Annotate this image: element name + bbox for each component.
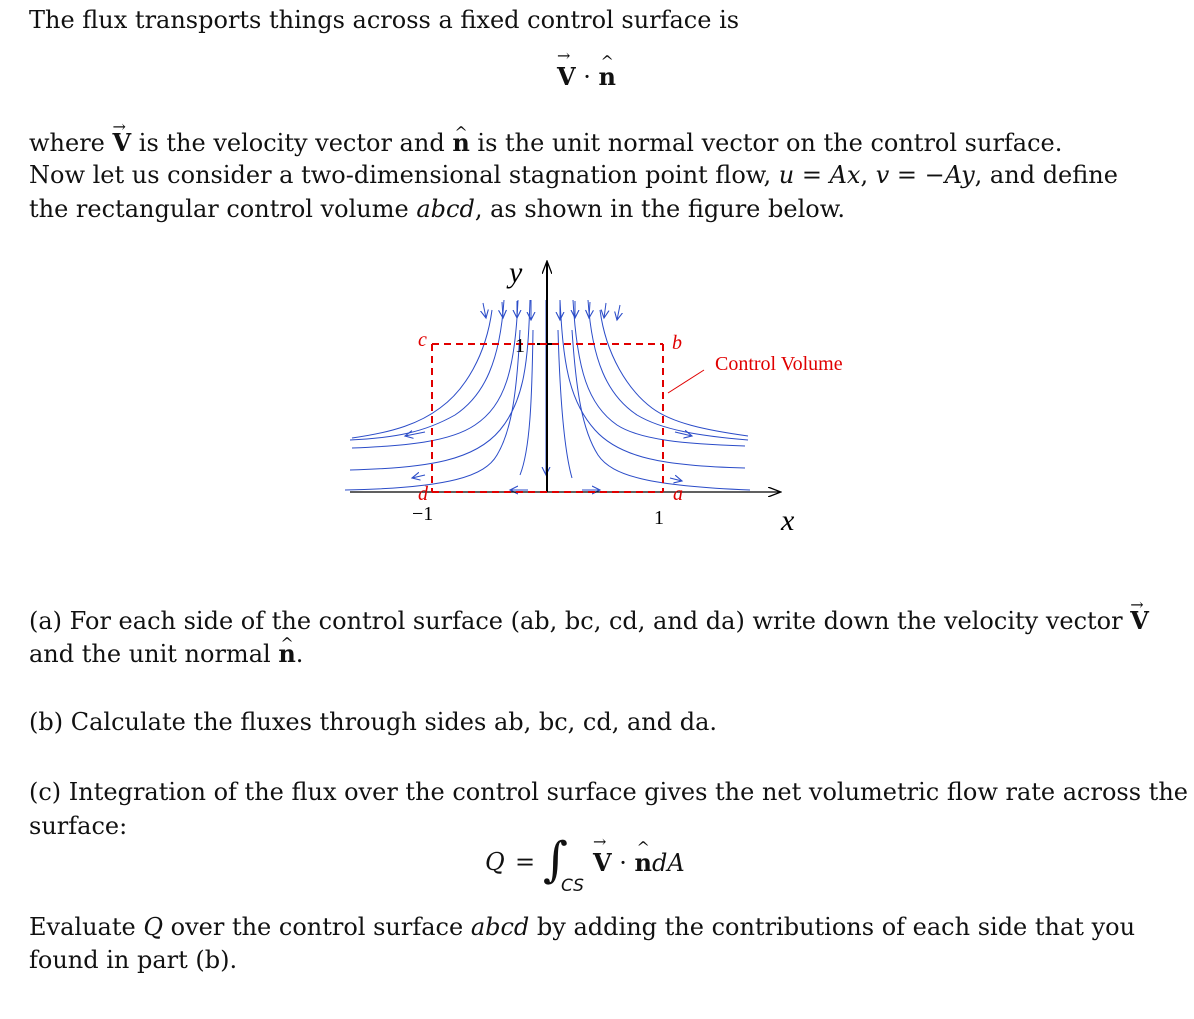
part-a-line-1: (a) For each side of the control surface (ab, bc, cd, and da) write down the velocity vector → V — [29, 604, 1149, 638]
streamline — [352, 300, 518, 448]
x-axis-label: x — [781, 504, 795, 537]
part-c-eval-line-1: Evaluate Q over the control surface abcd by adding the contributions of each side that you — [29, 913, 1136, 941]
integral-subscript: CS — [561, 876, 584, 896]
part-c-eval-line-2: found in part (b). — [29, 946, 238, 974]
part-c-line-1: (c) Integration of the flux over the control surface gives the net volumetric flow rate across the — [29, 778, 1188, 806]
control-volume-label: Control Volume — [715, 353, 843, 375]
y-axis-label: y — [509, 256, 523, 289]
equals-sign: = — [515, 848, 536, 876]
streamline — [350, 300, 530, 470]
flow-arrow — [617, 305, 620, 320]
streamline — [560, 300, 745, 468]
corner-label-b: b — [672, 332, 682, 354]
flow-arrow — [405, 432, 425, 436]
unit-normal-symbol: ^ n — [599, 62, 616, 91]
integral-sign: ∫ — [543, 832, 569, 888]
flow-arrow — [670, 478, 682, 481]
flow-arrow — [412, 475, 425, 478]
streamline — [558, 330, 572, 478]
corner-label-d: d — [418, 483, 428, 505]
dA-symbol: dA — [651, 849, 685, 877]
unit-normal-symbol: ^ n — [452, 126, 469, 159]
dot-operator: · — [583, 63, 591, 91]
part-a-line-2: and the unit normal ^ n. — [29, 637, 303, 671]
intro-line-1: The flux transports things across a fixed control surface is — [29, 6, 740, 34]
flow-arrow — [604, 303, 606, 318]
velocity-vector-symbol: → V — [1130, 604, 1149, 637]
velocity-vector-symbol: → V — [557, 62, 576, 91]
x-tick-label-1: 1 — [654, 507, 664, 529]
corner-label-a: a — [673, 483, 683, 505]
part-c-line-2: surface: — [29, 812, 128, 840]
intro-line-3: Now let us consider a two-dimensional stagnation point flow, u = Ax, v = −Ay, and define — [29, 161, 1118, 189]
velocity-vector-symbol: → V — [593, 848, 612, 877]
part-b-text: (b) Calculate the fluxes through sides ab, bc, cd, and da. — [29, 708, 718, 736]
corner-label-c: c — [418, 329, 427, 351]
x-tick-label-minus-1: −1 — [412, 503, 434, 525]
y-tick-label: 1 — [515, 335, 525, 357]
unit-normal-symbol: ^ n — [635, 848, 652, 877]
control-volume-leader — [668, 370, 704, 393]
unit-normal-symbol: ^ n — [278, 637, 295, 670]
intro-line-4: the rectangular control volume abcd, as shown in the figure below. — [29, 195, 846, 223]
streamline — [350, 300, 504, 440]
flow-arrow — [483, 303, 486, 318]
velocity-vector-symbol: → V — [113, 126, 132, 159]
intro-line-2: where → V is the velocity vector and ^ n is the unit normal vector on the control surface. — [29, 126, 1062, 160]
dot-operator: · — [611, 849, 635, 877]
Q-symbol: Q — [485, 848, 505, 876]
